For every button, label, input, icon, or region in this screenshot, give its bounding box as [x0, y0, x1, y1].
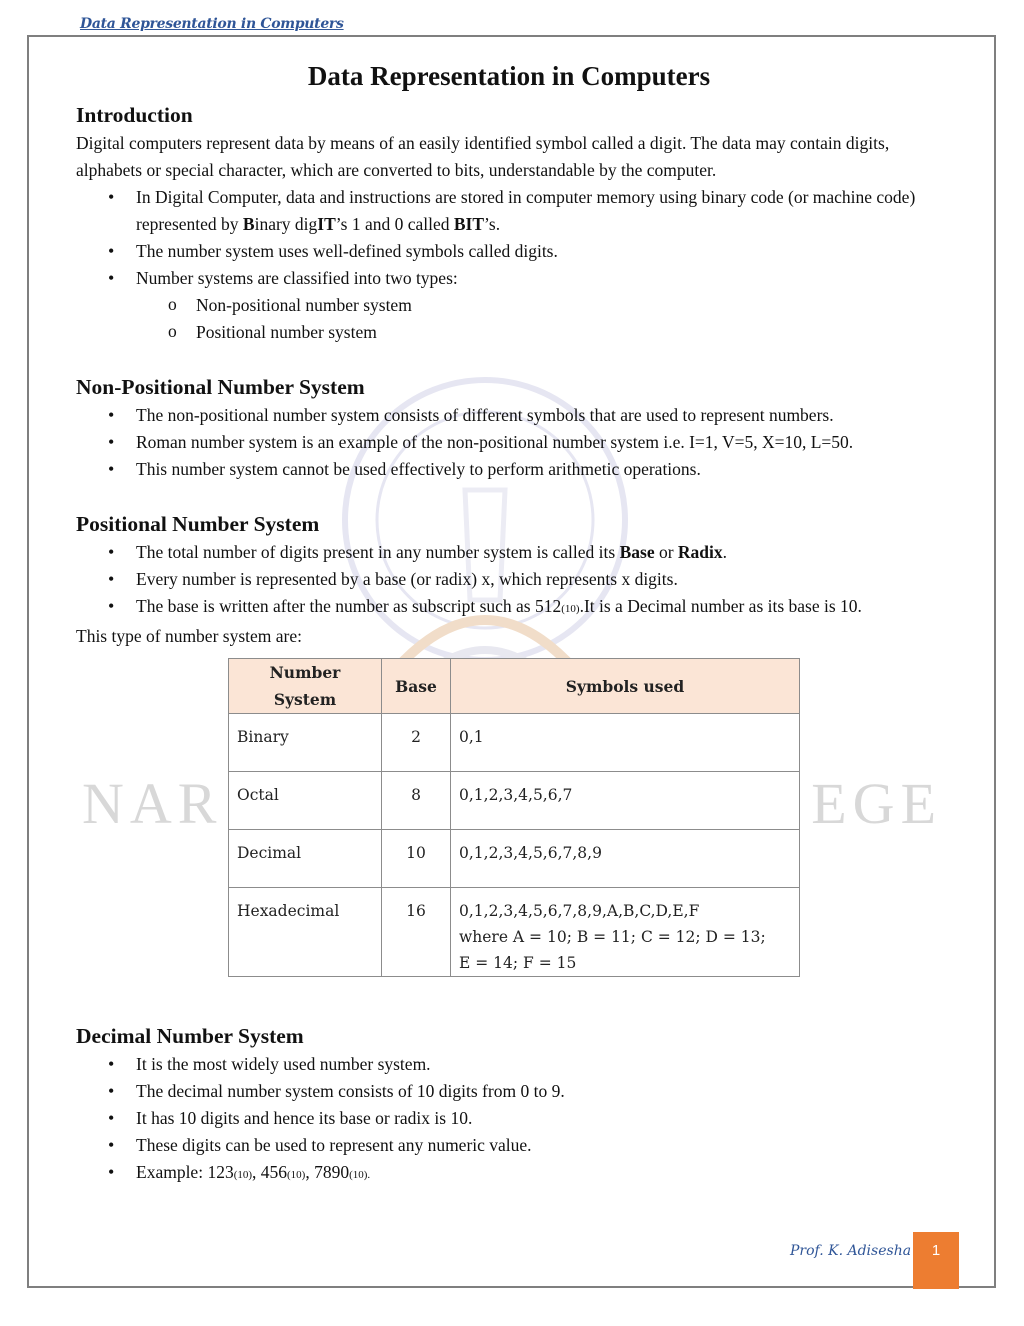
- running-header: Data Representation in Computers: [80, 16, 344, 32]
- page-number: 1: [913, 1232, 959, 1289]
- list-item: • These digits can be used to represent any numeric value.: [136, 1132, 942, 1159]
- bold-text: Radix: [677, 542, 723, 562]
- intro-paragraph: Digital computers represent data by means of an easily identified symbol called a digit. The data may contain digits, alphabets or special character, which are converted to bits, understandable by the computer.: [76, 133, 890, 180]
- table-cell: 10: [382, 830, 451, 888]
- bold-text: Base: [619, 542, 655, 562]
- table-intro: This type of number system are:: [76, 626, 302, 646]
- sub-list-item: o Positional number system: [196, 319, 942, 346]
- column-header: Number System: [229, 659, 382, 714]
- table-header-row: [229, 659, 800, 714]
- table-cell: 0,1,2,3,4,5,6,7: [451, 772, 800, 830]
- sub-list: [136, 292, 942, 346]
- text: 456: [260, 1162, 288, 1182]
- positional-heading: Positional Number System: [76, 512, 320, 536]
- subscript: (10): [287, 1169, 306, 1181]
- table-cell: Octal: [229, 772, 382, 830]
- table-row: [229, 888, 800, 977]
- text: or: [654, 542, 678, 562]
- list-item: [136, 265, 942, 346]
- text: ’s.: [484, 214, 501, 234]
- watermark-left: NAR: [82, 771, 223, 836]
- document-body: [76, 56, 942, 1189]
- column-header: Symbols used: [451, 659, 800, 714]
- nonpositional-heading: Non-Positional Number System: [76, 375, 365, 399]
- cell-line: 0,1,2,3,4,5,6,7,8,9,A,B,C,D,E,F: [459, 902, 700, 920]
- text: inary dig: [254, 214, 318, 234]
- table-row: [229, 772, 800, 830]
- text: .It is a Decimal number as its base is 10.: [579, 596, 862, 616]
- table-row: [229, 714, 800, 772]
- table-cell: 16: [382, 888, 451, 977]
- list-item: • Roman number system is an example of the non-positional number system i.e. I=1, V=5, X=10, L=50.: [136, 429, 942, 456]
- list-item: • It is the most widely used number system.: [136, 1051, 942, 1078]
- bold-text: BIT: [453, 214, 485, 234]
- table-cell: Binary: [229, 714, 382, 772]
- text: The base is written after the number as subscript such as 512: [136, 596, 562, 616]
- list-item: • The non-positional number system consists of different symbols that are used to represent numbers.: [136, 402, 942, 429]
- list-item: [136, 539, 942, 566]
- table-cell: 2: [382, 714, 451, 772]
- number-system-table: [228, 658, 800, 977]
- text: Example:: [136, 1162, 208, 1182]
- table-row: [229, 830, 800, 888]
- text: 123: [207, 1162, 234, 1182]
- column-header: Base: [382, 659, 451, 714]
- page-title: Data Representation in Computers: [307, 61, 711, 91]
- subscript: (10).: [349, 1169, 371, 1181]
- table-cell: [451, 888, 800, 977]
- text: 7890: [314, 1162, 350, 1182]
- list-item: • The number system uses well-defined symbols called digits.: [136, 238, 942, 265]
- list-item: [136, 593, 942, 623]
- list-item: [136, 184, 942, 238]
- subscript: (10): [233, 1169, 253, 1181]
- bold-text: B: [242, 214, 255, 234]
- subscript: (10): [561, 603, 580, 615]
- nonpositional-list: [76, 402, 942, 483]
- text: In Digital Computer, data and instructions are stored in computer memory using binary code (or machine code) represented by: [136, 187, 916, 234]
- footer-author: Prof. K. Adisesha: [790, 1243, 912, 1259]
- text: Number systems are classified into two types:: [136, 268, 458, 288]
- table-cell: 0,1,2,3,4,5,6,7,8,9: [451, 830, 800, 888]
- cell-line: where A = 10; B = 11; C = 12; D = 13;: [459, 928, 766, 946]
- cell-line: E = 14; F = 15: [459, 954, 577, 972]
- table-cell: Hexadecimal: [229, 888, 382, 977]
- text: .: [722, 542, 728, 562]
- table-cell: Decimal: [229, 830, 382, 888]
- sub-list-item: o Non-positional number system: [196, 292, 942, 319]
- decimal-list: [76, 1051, 942, 1189]
- decimal-heading: Decimal Number System: [76, 1024, 304, 1048]
- text: The total number of digits present in any number system is called its: [136, 542, 620, 562]
- list-item: • It has 10 digits and hence its base or radix is 10.: [136, 1105, 942, 1132]
- table-cell: 0,1: [451, 714, 800, 772]
- list-item: • Example: 123(10), 456(10), 7890(10).: [136, 1159, 942, 1189]
- list-item: • Every number is represented by a base (or radix) x, which represents x digits.: [136, 566, 942, 593]
- watermark-right: EGE: [811, 771, 942, 836]
- bold-text: IT: [317, 214, 336, 234]
- text: ’s 1 and 0 called: [335, 214, 454, 234]
- positional-list: [76, 539, 942, 623]
- intro-heading: Introduction: [76, 103, 193, 127]
- list-item: • The decimal number system consists of 10 digits from 0 to 9.: [136, 1078, 942, 1105]
- intro-list: [76, 184, 942, 346]
- list-item: • This number system cannot be used effectively to perform arithmetic operations.: [136, 456, 942, 483]
- table-cell: 8: [382, 772, 451, 830]
- table-wrapper: [228, 658, 942, 977]
